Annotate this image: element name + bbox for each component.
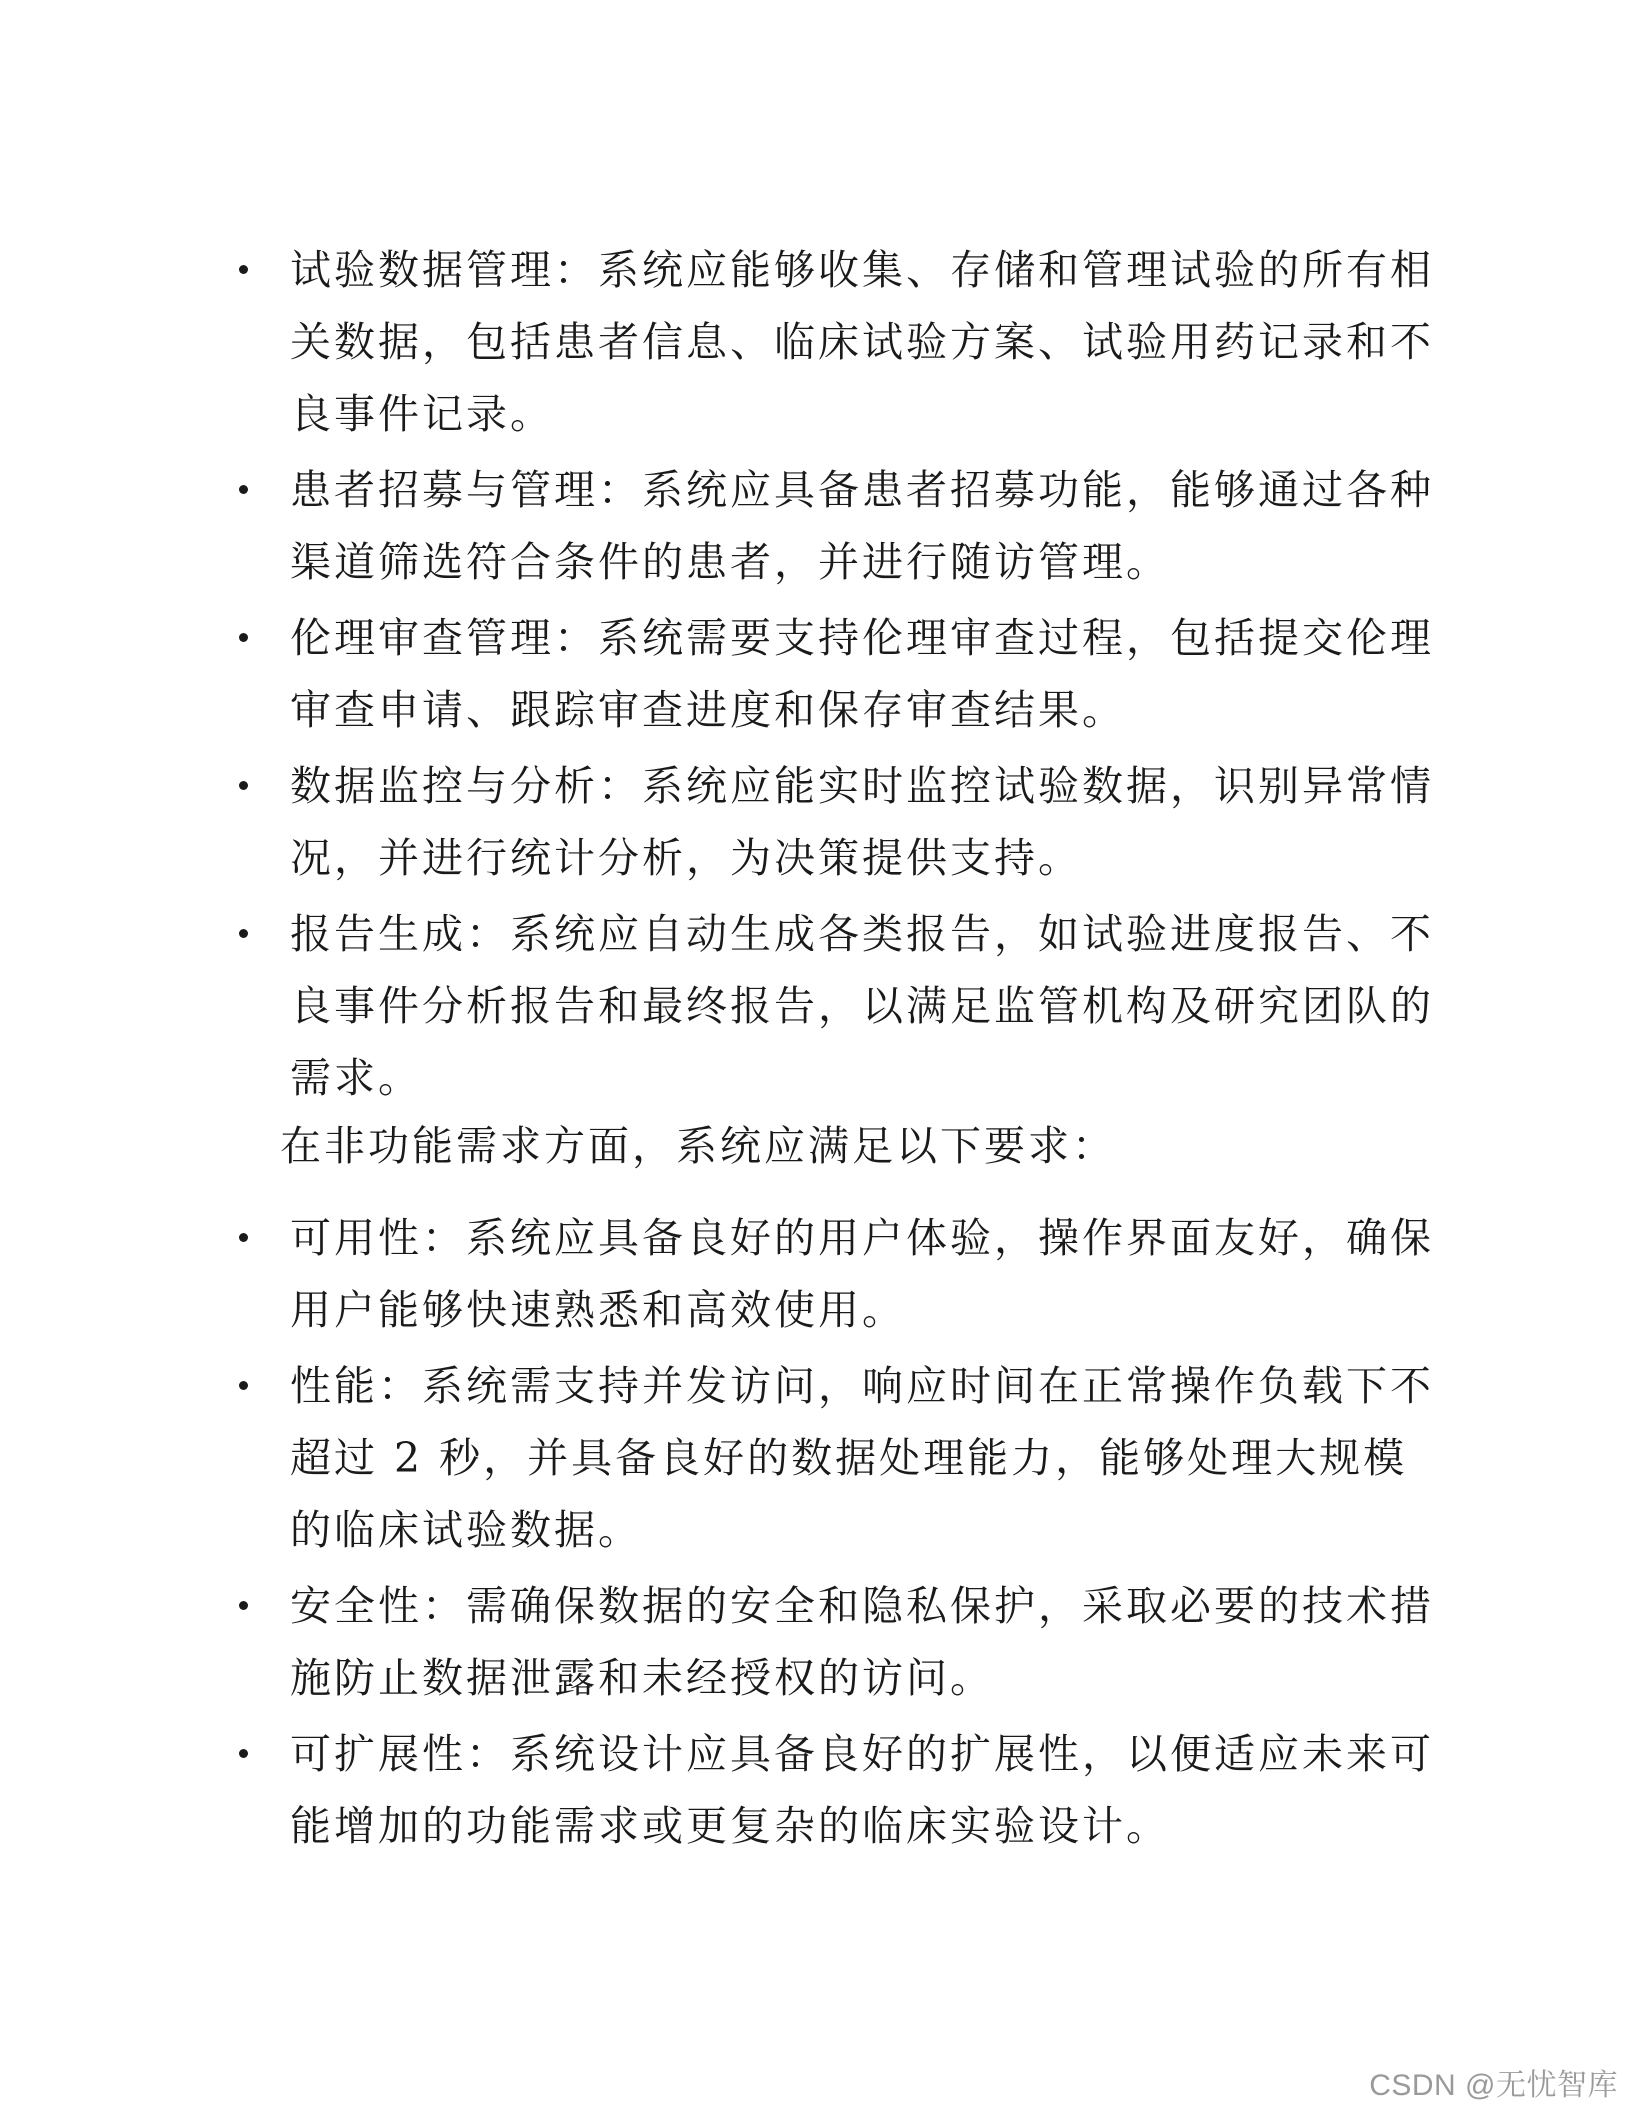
list-item — [235, 1570, 1440, 1714]
list-item — [235, 234, 1440, 450]
list-item — [235, 1350, 1440, 1566]
bullet-icon — [239, 1749, 248, 1758]
bullet-icon — [239, 929, 248, 938]
requirement-text: 性能：系统需支持并发访问，响应时间在正常操作负载下不超过 2 秒，并具备良好的数据处理能力，能够处理大规模的临床试验数据。 — [290, 1362, 1434, 1554]
requirement-text: 可扩展性：系统设计应具备良好的扩展性，以便适应未来可能增加的功能需求或更复杂的临床实验设计。 — [290, 1730, 1434, 1850]
bullet-icon — [239, 781, 248, 790]
requirement-text: 可用性：系统应具备良好的用户体验，操作界面友好，确保用户能够快速熟悉和高效使用。 — [290, 1214, 1434, 1334]
list-item — [235, 1718, 1440, 1862]
list-item — [235, 750, 1440, 894]
bullet-icon — [239, 633, 248, 642]
requirement-text: 伦理审查管理：系统需要支持伦理审查过程，包括提交伦理审查申请、跟踪审查进度和保存审查结果。 — [290, 614, 1434, 734]
bullet-icon — [239, 265, 248, 274]
functional-requirements-list — [235, 234, 1440, 1118]
bullet-icon — [239, 485, 248, 494]
bullet-icon — [239, 1601, 248, 1610]
list-item — [235, 454, 1440, 598]
watermark: CSDN @无忧智库 — [1369, 2069, 1618, 2102]
requirement-text: 数据监控与分析：系统应能实时监控试验数据，识别异常情况，并进行统计分析，为决策提供支持。 — [290, 762, 1434, 882]
requirement-text: 报告生成：系统应自动生成各类报告，如试验进度报告、不良事件分析报告和最终报告，以满足监管机构及研究团队的需求。 — [290, 910, 1434, 1102]
requirement-text: 患者招募与管理：系统应具备患者招募功能，能够通过各种渠道筛选符合条件的患者，并进行随访管理。 — [290, 466, 1434, 586]
nonfunctional-intro: 在非功能需求方面，系统应满足以下要求： — [280, 1122, 1116, 1170]
bullet-icon — [239, 1233, 248, 1242]
list-item — [235, 1202, 1440, 1346]
requirement-text: 试验数据管理：系统应能够收集、存储和管理试验的所有相关数据，包括患者信息、临床试验方案、试验用药记录和不良事件记录。 — [290, 246, 1434, 438]
nonfunctional-requirements-list — [235, 1202, 1440, 1866]
list-item — [235, 898, 1440, 1114]
requirement-text: 安全性：需确保数据的安全和隐私保护，采取必要的技术措施防止数据泄露和未经授权的访问。 — [290, 1582, 1434, 1702]
list-item — [235, 602, 1440, 746]
bullet-icon — [239, 1381, 248, 1390]
